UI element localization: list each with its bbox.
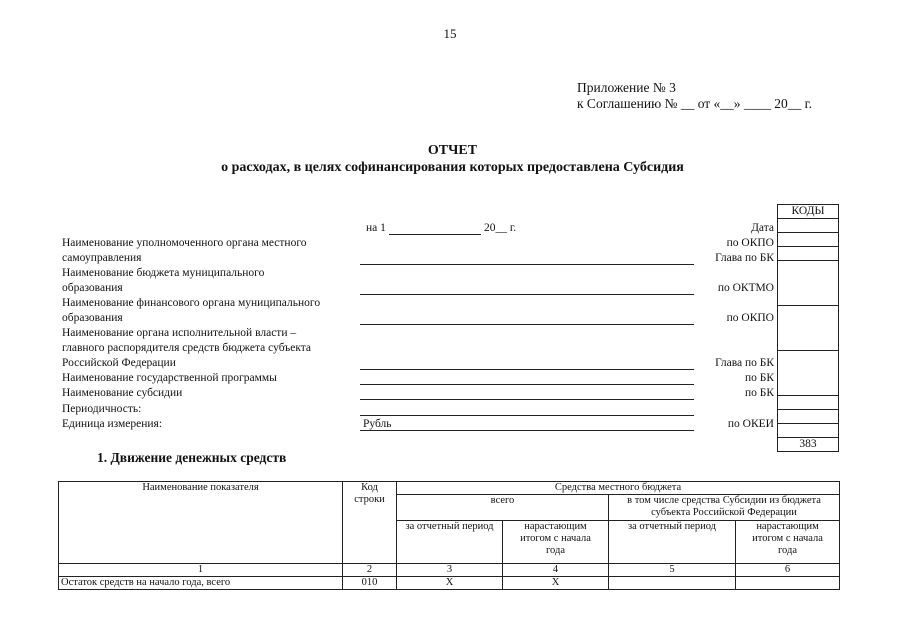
report-date-year: 20__ г. [484,222,517,234]
annex-agreement-line: к Соглашению № __ от «__» ____ 20__ г. [577,96,813,111]
code-label-date: Дата [751,222,774,234]
header-row-code-l1: Код [361,482,378,493]
cash-flow-table [58,481,840,590]
report-date-prefix: на 1 [366,222,386,234]
code-okei: 383 [778,438,839,452]
column-number: 6 [736,564,840,577]
page-number: 15 [443,26,457,41]
field-line-subsidy[interactable] [360,399,694,400]
code-label-bk-2: по БК [744,387,774,399]
header-subsidy-l2: субъекта Российской Федерации [651,507,797,518]
column-number: 4 [503,564,609,577]
field-label-executive-l3: Российской Федерации [62,357,176,369]
code-bk-2[interactable] [778,410,839,424]
code-label-glava-bk: Глава по БК [715,252,774,264]
report-subtitle: о расходах, в целях софинансирования которых предоставлена Субсидия [221,160,684,175]
header-subsidy-cumulative-l1: нарастающим [756,521,819,532]
code-oktmo[interactable] [778,261,839,306]
code-label-okpo: по ОКПО [726,237,774,249]
column-number: 5 [609,564,736,577]
header-local-budget: Средства местного бюджета [397,482,840,495]
header-total-cumulative-l2: итогом с начала [520,533,591,544]
codes-table [777,204,839,452]
column-number: 1 [59,564,343,577]
header-total: всего [397,495,609,521]
column-number: 3 [397,564,503,577]
field-line-executive[interactable] [360,369,694,370]
header-subsidy-cumulative-l2: итогом с начала [752,533,823,544]
code-bk-1[interactable] [778,396,839,410]
section-title: 1. Движение денежных средств [97,450,287,465]
column-number-row [59,564,840,577]
field-label-program: Наименование государственной программы [62,372,277,384]
field-label-authority-l2: самоуправления [62,252,142,264]
header-total-cumulative [503,521,609,564]
field-line-program[interactable] [360,384,694,385]
field-label-finance-body-l2: образования [62,312,123,324]
field-label-finance-body-l1: Наименование финансового органа муниципального [62,297,321,309]
table-row [59,577,840,590]
field-label-budget-l1: Наименование бюджета муниципального [62,267,265,279]
field-line-unit[interactable] [360,430,694,431]
header-subsidy-cumulative-l3: года [778,545,798,556]
header-total-cumulative-l3: года [546,545,565,556]
header-subsidy-cumulative [736,521,840,564]
code-glava-bk-1[interactable] [778,247,839,261]
field-label-executive-l1: Наименование органа исполнительной власти – [62,327,297,339]
code-blank[interactable] [778,424,839,438]
row-name: Остаток средств на начало года, всего [59,577,343,590]
code-label-oktmo: по ОКТМО [717,282,774,294]
unit-value: Рубль [363,418,392,430]
column-number: 2 [343,564,397,577]
code-okpo-1[interactable] [778,233,839,247]
row-code: 010 [343,577,397,590]
code-label-bk-1: по БК [744,372,774,384]
field-label-budget-l2: образования [62,282,123,294]
header-indicator-name: Наименование показателя [59,482,343,564]
code-date[interactable] [778,219,839,233]
report-title: ОТЧЕТ [427,143,478,158]
row-cell-total-period: X [397,577,503,590]
code-label-okei: по ОКЕИ [727,418,774,430]
row-cell-total-cumulative: X [503,577,609,590]
field-line-authority[interactable] [360,264,694,265]
field-label-periodicity: Периодичность: [62,403,142,415]
annex-title: Приложение № 3 [577,80,676,95]
header-row-code [343,482,397,564]
field-label-unit: Единица измерения: [62,418,163,430]
report-date-blank[interactable] [389,234,481,235]
field-line-periodicity[interactable] [360,415,694,416]
field-line-budget[interactable] [360,294,694,295]
code-glava-bk-2[interactable] [778,351,839,396]
header-total-cumulative-l1: нарастающим [524,521,587,532]
code-label-okpo-2: по ОКПО [726,312,774,324]
header-total-period: за отчетный период [397,521,503,564]
code-label-glava-bk-2: Глава по БК [715,357,774,369]
header-subsidy-period: за отчетный период [609,521,736,564]
header-subsidy [609,495,840,521]
header-row-code-l2: строки [354,494,385,505]
code-okpo-2[interactable] [778,306,839,351]
row-cell-subsidy-cumulative[interactable] [736,577,840,590]
header-subsidy-l1: в том числе средства Субсидии из бюджета [627,495,821,506]
field-label-authority-l1: Наименование уполномоченного органа местного [62,237,307,249]
field-label-subsidy: Наименование субсидии [62,387,183,399]
row-cell-subsidy-period[interactable] [609,577,736,590]
field-label-executive-l2: главного распорядителя средств бюджета субъекта [62,342,312,354]
codes-header: КОДЫ [778,205,839,219]
field-line-finance-body[interactable] [360,324,694,325]
